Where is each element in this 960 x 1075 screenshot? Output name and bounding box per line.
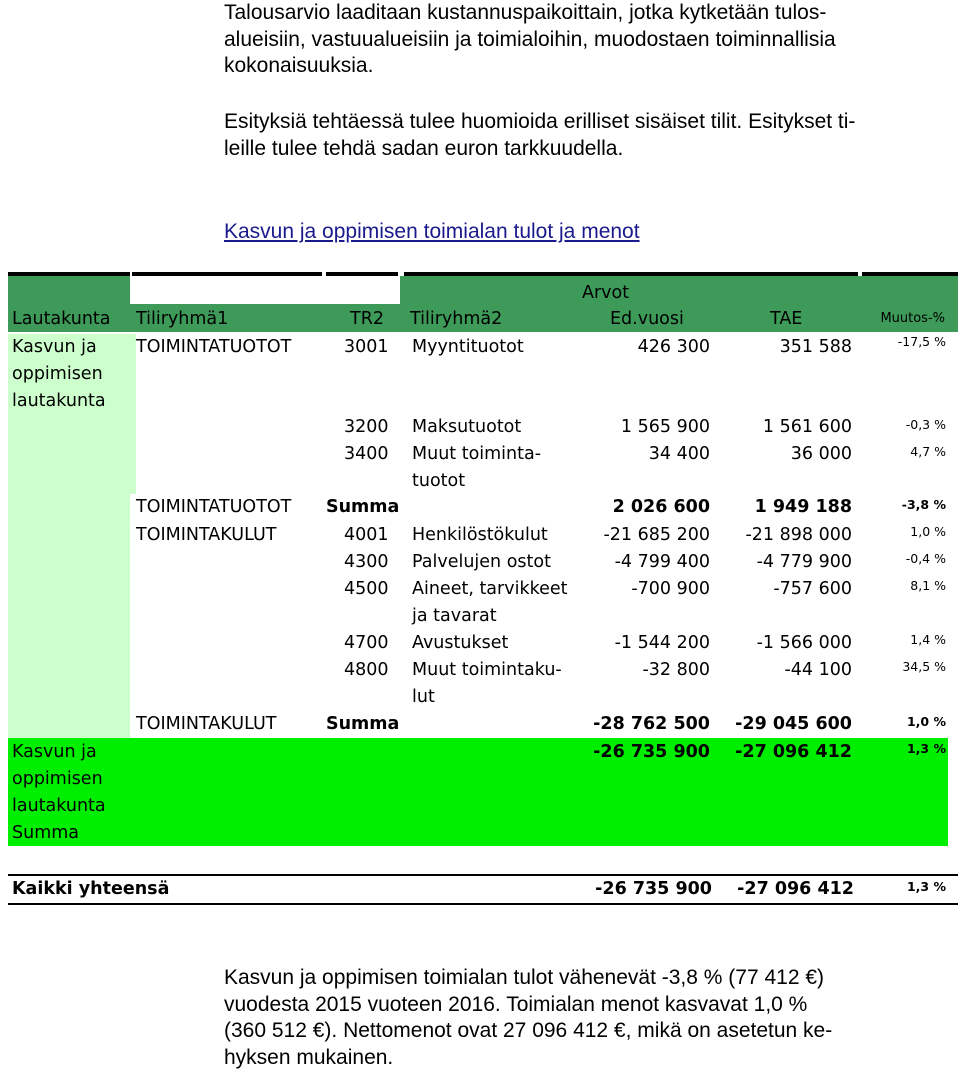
muutos-value: 1,4 %	[910, 632, 946, 647]
board-sum-label: oppimisen	[12, 769, 103, 789]
account-name: Maksutuotot	[412, 417, 522, 437]
tae-value: -4 779 900	[756, 552, 852, 572]
muutos-value: -0,4 %	[905, 551, 946, 566]
muutos-value: -17,5 %	[897, 334, 946, 349]
account-name: lut	[412, 687, 435, 707]
account-name: Aineet, tarvikkeet	[412, 579, 568, 599]
account-name: Myyntituotot	[412, 337, 524, 357]
ed-value: -26 735 900	[595, 879, 712, 899]
account-name: Avustukset	[412, 633, 509, 653]
lautakunta-label: Kasvun ja	[12, 337, 97, 357]
text-line: Kasvun ja oppimisen toimialan tulot vähenevät -3,8 % (77 412 €)	[224, 966, 825, 989]
summa-label: Summa	[326, 714, 400, 734]
account-name: Henkilöstökulut	[412, 525, 548, 545]
group-label-tuotot: TOIMINTATUOTOT	[136, 337, 292, 357]
text-line: kokonaisuuksia.	[224, 54, 374, 77]
grand-total-bottom-border	[8, 903, 958, 905]
header-tr2: TR2	[350, 309, 384, 329]
tae-value: -27 096 412	[737, 879, 854, 899]
muutos-value: 1,3 %	[906, 741, 946, 756]
tae-value: -44 100	[784, 660, 852, 680]
tae-value: 1 949 188	[754, 497, 852, 517]
muutos-value: -0,3 %	[905, 417, 946, 432]
muutos-value: 1,0 %	[906, 714, 946, 729]
muutos-value: 4,7 %	[910, 444, 946, 459]
ed-value: -4 799 400	[614, 552, 710, 572]
tae-value: 351 588	[779, 337, 852, 357]
tae-value: -757 600	[773, 579, 852, 599]
tr2-code: 3001	[344, 337, 389, 357]
tae-value: -27 096 412	[735, 742, 852, 762]
header-tiliryhma2: Tiliryhmä2	[410, 309, 503, 329]
text-line: Esityksiä tehtäessä tulee huomioida erilliset sisäiset tilit. Esitykset ti-	[224, 110, 856, 133]
text-line: alueisiin, vastuualueisiin ja toimialoihin, muodostaen toiminnallisia	[224, 27, 836, 51]
ed-value: 2 026 600	[612, 497, 710, 517]
intro-paragraph-2	[224, 109, 855, 162]
text-line: vuodesta 2015 vuoteen 2016. Toimialan menot kasvavat 1,0 %	[224, 992, 808, 1016]
text-line: (360 512 €). Nettomenot ovat 27 096 412 €, mikä on asetetun ke-	[224, 1019, 833, 1042]
subtotal-label: TOIMINTAKULUT	[136, 714, 277, 734]
muutos-value: -3,8 %	[901, 497, 946, 512]
ed-value: -26 735 900	[593, 742, 710, 762]
tae-value: -21 898 000	[745, 525, 852, 545]
tr2-code: 3200	[344, 417, 389, 437]
account-name: tuotot	[412, 471, 466, 491]
text-line: hyksen mukainen.	[224, 1045, 394, 1069]
ed-value: -21 685 200	[603, 525, 710, 545]
group-label-kulut: TOIMINTAKULUT	[136, 525, 277, 545]
account-name: Muut toiminta-	[412, 444, 542, 464]
muutos-value: 1,3 %	[906, 879, 946, 894]
tr2-code: 4800	[344, 660, 389, 680]
tr2-code: 4001	[344, 525, 389, 545]
grand-total-label: Kaikki yhteensä	[12, 879, 170, 899]
header-gap	[324, 276, 400, 304]
ed-value: -32 800	[642, 660, 710, 680]
header-ed-vuosi: Ed.vuosi	[610, 309, 684, 329]
header-lautakunta: Lautakunta	[12, 309, 111, 329]
header-muutos: Muutos-%	[880, 311, 945, 326]
tae-value: -1 566 000	[756, 633, 852, 653]
subtotal-label: TOIMINTATUOTOT	[136, 497, 292, 517]
lautakunta-label: oppimisen	[12, 364, 103, 384]
account-name: Palvelujen ostot	[412, 552, 551, 572]
header-gap	[130, 276, 324, 304]
muutos-value: 34,5 %	[902, 659, 946, 674]
board-sum-label: Kasvun ja	[12, 742, 97, 762]
ed-value: -28 762 500	[593, 714, 710, 734]
tr2-code: 3400	[344, 444, 389, 464]
ed-value: -700 900	[631, 579, 710, 599]
header-tiliryhma1: Tiliryhmä1	[136, 309, 229, 329]
ed-value: 1 565 900	[620, 417, 710, 437]
tr2-code: 4700	[344, 633, 389, 653]
ed-value: 34 400	[648, 444, 710, 464]
header-tae: TAE	[770, 309, 803, 329]
lautakunta-label: lautakunta	[12, 391, 106, 411]
tae-value: 1 561 600	[762, 417, 852, 437]
board-sum-label: Summa	[12, 823, 80, 843]
muutos-value: 8,1 %	[910, 578, 946, 593]
summary-paragraph	[224, 965, 832, 1071]
tae-value: 36 000	[790, 444, 852, 464]
account-name: ja tavarat	[412, 606, 497, 626]
tr2-code: 4300	[344, 552, 389, 572]
board-sum-label: lautakunta	[12, 796, 106, 816]
ed-value: 426 300	[637, 337, 710, 357]
text-line: leille tulee tehdä sadan euron tarkkuudella.	[224, 136, 624, 160]
text-line: Talousarvio laaditaan kustannuspaikoittain, jotka kytketään tulos-	[224, 1, 827, 24]
section-title: Kasvun ja oppimisen toimialan tulot ja menot	[224, 220, 640, 243]
summa-label: Summa	[326, 497, 400, 517]
intro-paragraph-1	[224, 0, 836, 80]
tr2-code: 4500	[344, 579, 389, 599]
account-name: Muut toimintaku-	[412, 660, 562, 680]
tae-value: -29 045 600	[735, 714, 852, 734]
muutos-value: 1,0 %	[910, 524, 946, 539]
ed-value: -1 544 200	[614, 633, 710, 653]
header-arvot: Arvot	[582, 283, 630, 303]
